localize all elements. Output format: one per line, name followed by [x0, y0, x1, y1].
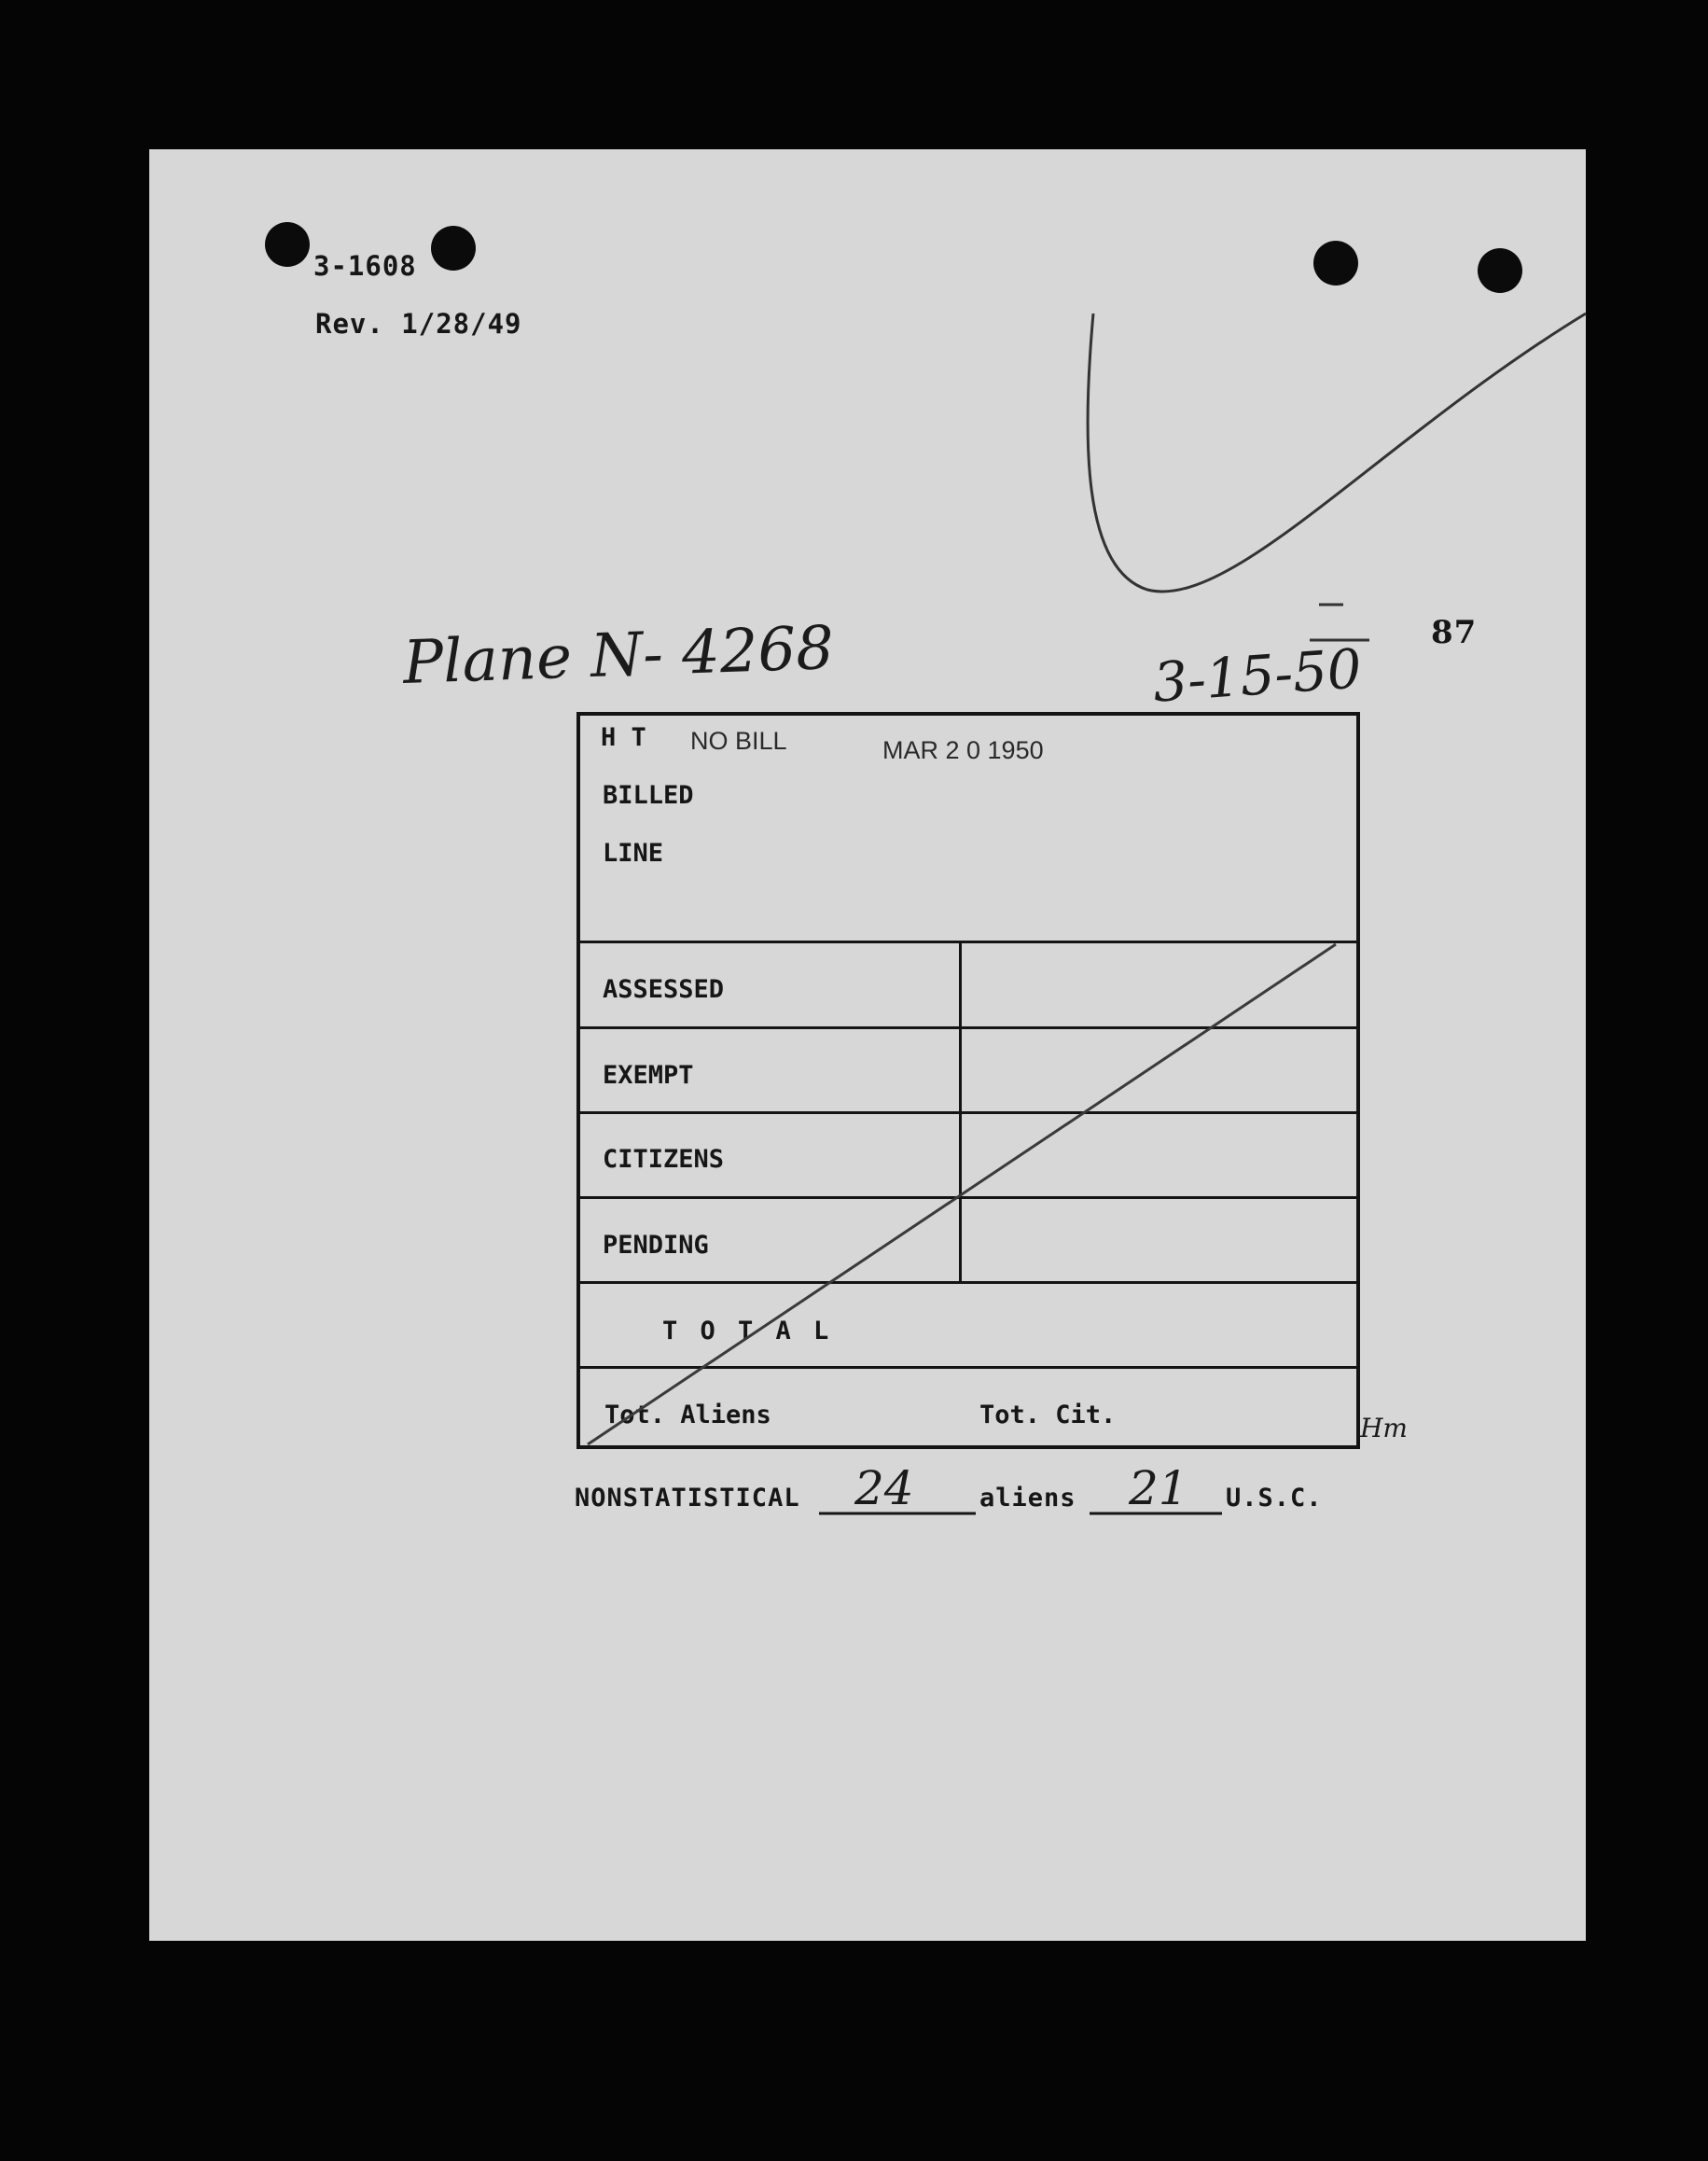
entry-date: 3-15-50	[1150, 636, 1364, 715]
citizens-label: CITIZENS	[603, 1145, 725, 1174]
aliens-label: aliens	[979, 1484, 1076, 1513]
ht-label: H T	[601, 723, 646, 752]
form-number: 3-1608	[313, 250, 417, 282]
assessed-label: ASSESSED	[603, 975, 725, 1004]
revision-date: Rev. 1/28/49	[315, 308, 522, 340]
diagonal-strike-line	[588, 944, 1336, 1444]
line-label: LINE	[603, 839, 664, 868]
no-bill-stamp: NO BILL	[690, 727, 787, 755]
aliens-count: 24	[854, 1461, 914, 1515]
received-date-stamp: MAR 2 0 1950	[882, 736, 1044, 764]
billed-label: BILLED	[603, 781, 694, 810]
exempt-label: EXEMPT	[603, 1061, 694, 1090]
usc-label: U.S.C.	[1226, 1484, 1323, 1513]
initials: Hm	[1360, 1413, 1408, 1443]
nonstatistical-label: NONSTATISTICAL	[575, 1484, 800, 1513]
page-number: 87	[1431, 614, 1478, 651]
check-mark	[1088, 314, 1586, 592]
usc-count: 21	[1129, 1461, 1188, 1515]
tot-aliens-label: Tot. Aliens	[604, 1401, 771, 1429]
pending-label: PENDING	[603, 1231, 709, 1260]
tot-cit-label: Tot. Cit.	[979, 1401, 1117, 1429]
plane-number: Plane N- 4268	[401, 613, 836, 699]
total-label: T O T A L	[662, 1317, 833, 1345]
